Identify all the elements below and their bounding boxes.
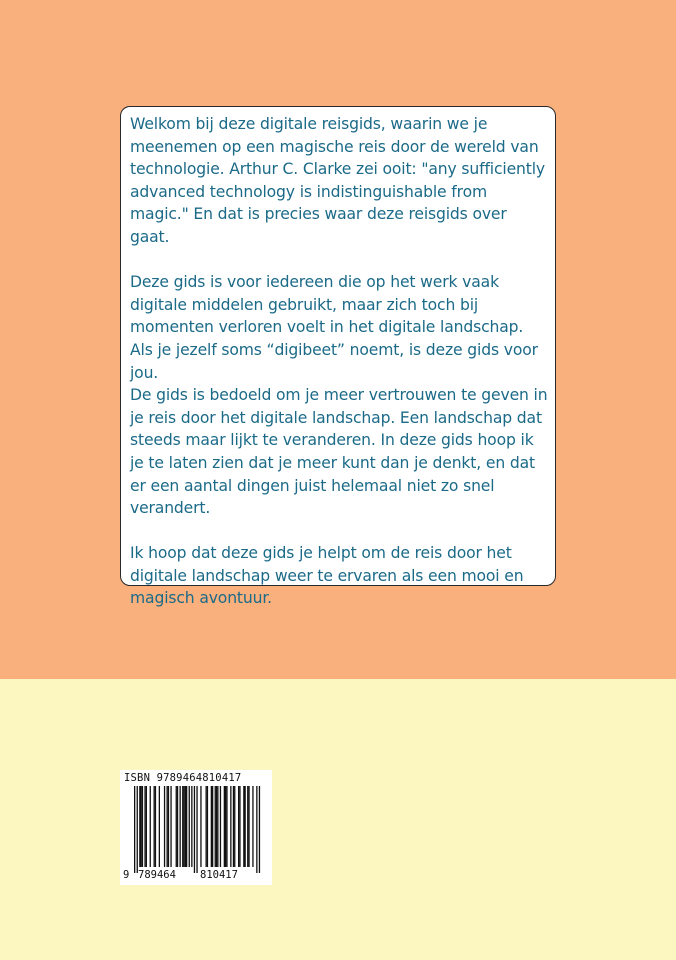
blurb-paragraph-4: Ik hoop dat deze gids je helpt om de reis door het digitale landschap weer te ervaren als een mooi en magisch avontuur. xyxy=(130,544,524,608)
barcode-bar xyxy=(215,786,216,867)
barcode-digit-group-1: 789464 xyxy=(138,869,176,881)
barcode-digit-group-2: 810417 xyxy=(200,869,238,881)
barcode-bar xyxy=(212,786,213,867)
barcode-bar xyxy=(183,786,184,867)
barcode-bar xyxy=(146,786,147,867)
barcode-bar xyxy=(185,786,186,867)
barcode-bar xyxy=(150,786,151,867)
barcode-bar xyxy=(164,786,165,867)
barcode-bar xyxy=(217,786,218,867)
barcode-bar xyxy=(206,786,207,867)
barcode-bar xyxy=(216,786,217,867)
barcode-bar xyxy=(226,786,227,867)
barcode-bar xyxy=(170,786,171,867)
barcode-bar xyxy=(243,786,244,867)
barcode-bar xyxy=(196,786,197,873)
barcode-bar xyxy=(191,786,192,867)
barcode-bar xyxy=(180,786,181,867)
barcode-bar xyxy=(248,786,249,867)
barcode-bar xyxy=(252,786,253,867)
barcode-bar xyxy=(177,786,178,867)
barcode-bar xyxy=(224,786,225,867)
barcode-bar xyxy=(155,786,156,867)
barcode-bar xyxy=(137,786,138,873)
barcode-bar xyxy=(200,786,201,867)
barcode-bar xyxy=(247,786,248,867)
barcode-bar xyxy=(233,786,234,867)
barcode-digit-first: 9 xyxy=(123,869,130,881)
barcode-bar xyxy=(207,786,208,867)
barcode-bar xyxy=(220,786,221,867)
barcode-bar xyxy=(256,786,257,873)
isbn-barcode xyxy=(120,770,272,885)
blurb-box xyxy=(120,106,556,608)
barcode-bar xyxy=(144,786,145,867)
barcode-bar xyxy=(194,786,195,873)
barcode-bar xyxy=(159,786,160,867)
barcode-bar xyxy=(176,786,177,867)
barcode-bar xyxy=(259,786,260,873)
barcode-bar xyxy=(142,786,143,867)
isbn-label: ISBN 9789464810417 xyxy=(124,772,242,784)
blurb-paragraph-3: De gids is bedoeld om je meer vertrouwen te geven in je reis door het digitale landschap. Een landschap dat steeds maar lijkt te veranderen. In deze gids hoop ik je te laten zien dat je meer kunt dan je denkt, en dat er een aantal dingen juist helemaal niet zo snel verandert. xyxy=(130,386,548,518)
barcode-bar xyxy=(141,786,142,867)
barcode-bars xyxy=(120,770,272,885)
barcode-bar xyxy=(186,786,187,867)
barcode-bar xyxy=(239,786,240,867)
barcode-bar xyxy=(211,786,212,867)
barcode-bar xyxy=(168,786,169,867)
barcode-bar xyxy=(139,786,140,867)
blurb-paragraph-1: Welkom bij deze digitale reisgids, waarin we je meenemen op een magische reis door de wereld van technologie. Arthur C. Clarke zei ooit: "any sufficiently advanced technology is indistinguishable from magic." En dat is precies waar deze reisgids over gaat. xyxy=(130,115,545,246)
barcode-bar xyxy=(234,786,235,867)
barcode-bar xyxy=(238,786,239,867)
barcode-bar xyxy=(154,786,155,867)
barcode-bar xyxy=(189,786,190,867)
barcode-bar xyxy=(225,786,226,867)
cover-bottom-band xyxy=(0,679,676,960)
blurb-paragraph-2: Deze gids is voor iedereen die op het werk vaak digitale middelen gebruikt, maar zich toch bij momenten verloren voelt in het digitale landschap. Als je jezelf soms “digibeet” noemt, is deze gids voor jou. xyxy=(130,273,538,382)
barcode-bar xyxy=(182,786,183,867)
barcode-bar xyxy=(245,786,246,867)
barcode-bar xyxy=(167,786,168,867)
barcode-bar xyxy=(134,786,135,873)
barcode-bar xyxy=(230,786,231,867)
